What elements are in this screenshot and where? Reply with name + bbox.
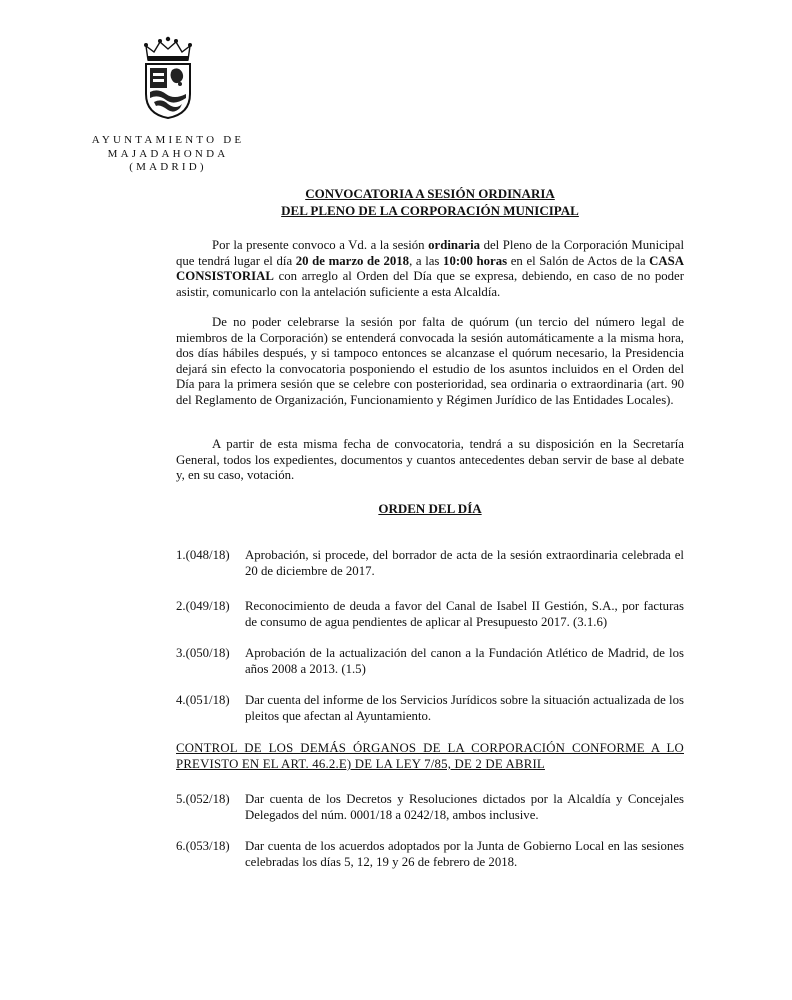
p1-text-1: Por la presente convoco a Vd. a la sesión (212, 238, 429, 252)
agenda-item (176, 791, 684, 823)
p1-text-5: con arreglo al Orden del Día que se expresa, debiendo, en caso de no poder asistir, comunicarlo con la antelación suficiente a esta Alcaldía. (176, 269, 684, 299)
agenda-item (176, 598, 684, 630)
agenda-item (176, 547, 684, 579)
control-section-heading: CONTROL DE LOS DEMÁS ÓRGANOS DE LA CORPORACIÓN CONFORME A LO PREVISTO EN EL ART. 46.2.E) DE LA LEY 7/85, DE 2 DE ABRIL (176, 741, 684, 771)
p1-bold-date: 20 de marzo de 2018 (295, 253, 410, 268)
p1-bold-session-type: ordinaria (428, 238, 481, 252)
agenda-item-number: 6.(053/18) (176, 839, 230, 853)
p1-text-4: en el Salón de Actos de la (507, 253, 650, 268)
agenda-item-text: Dar cuenta del informe de los Servicios Jurídicos sobre la situación actualizada de los pleitos que afectan al Ayuntamiento. (245, 693, 684, 723)
document-title-line-1: CONVOCATORIA A SESIÓN ORDINARIA (305, 186, 555, 201)
agenda-item-text: Reconocimiento de deuda a favor del Canal de Isabel II Gestión, S.A., por facturas de consumo de agua pendientes de aplicar al Presupuesto 2017. (3.1.6) (245, 599, 684, 629)
agenda-item-text: Aprobación, si procede, del borrador de acta de la sesión extraordinaria celebrada el 20 de diciembre de 2017. (245, 548, 684, 578)
p1-bold-venue: CASA CONSISTORIAL (176, 253, 684, 283)
p1-text-2: del Pleno de la Corporación Municipal que tendrá lugar el día (176, 238, 684, 268)
agenda-heading: ORDEN DEL DÍA (378, 501, 482, 516)
agenda-item (176, 838, 684, 870)
agenda-item-text: Dar cuenta de los Decretos y Resoluciones dictados por la Alcaldía y Concejales Delegados del núm. 0001/18 a 0242/18, ambos inclusive. (245, 792, 684, 822)
letterhead-line-madrid: (MADRID) (129, 161, 207, 173)
agenda-item (176, 645, 684, 677)
documents-availability-paragraph: A partir de esta misma fecha de convocatoria, tendrá a su disposición en la Secretaría General, todos los expedientes, documentos y cuantos antecedentes deban servir de base al debate y, en su caso, votación. (176, 437, 684, 482)
letterhead-line-majadahonda: MAJADAHONDA (107, 147, 229, 160)
p1-text-3: , a las (409, 253, 444, 268)
municipal-crest-icon (140, 36, 196, 120)
agenda-item-number: 1.(048/18) (176, 548, 230, 562)
document-title (176, 186, 684, 219)
quorum-paragraph: De no poder celebrarse la sesión por falta de quórum (un tercio del número legal de miembros de la Corporación) se entenderá convocada la sesión automáticamente a la misma hora, dos días hábiles después, y si tampoco entonces se alcanzase el quórum necesario, la Presidencia dejará sin efecto la convocatoria posponiendo el estudio de los asuntos incluidos en el Orden del Día para la primera sesión que se celebre con posterioridad, sea ordinaria o extraordinaria (art. 90 del Reglamento de Organización, Funcionamiento y Régimen Jurídico de las Entidades Locales). (176, 315, 684, 407)
agenda-item-text: Aprobación de la actualización del canon a la Fundación Atlético de Madrid, de los años 2008 a 2013. (1.5) (245, 646, 684, 676)
agenda-item (176, 692, 684, 724)
agenda-item-number: 5.(052/18) (176, 792, 230, 806)
letterhead-line-ayuntamiento: AYUNTAMIENTO DE (91, 134, 245, 146)
agenda-item-number: 3.(050/18) (176, 646, 230, 660)
document-title-line-2: DEL PLENO DE LA CORPORACIÓN MUNICIPAL (281, 202, 579, 218)
p1-bold-time: 10:00 horas (443, 253, 508, 268)
agenda-item-number: 4.(051/18) (176, 693, 230, 707)
agenda-item-number: 2.(049/18) (176, 599, 230, 613)
letterhead (80, 134, 256, 175)
agenda-item-text: Dar cuenta de los acuerdos adoptados por la Junta de Gobierno Local en las sesiones celebradas los días 5, 12, 19 y 26 de febrero de 2018. (245, 839, 684, 869)
convocation-paragraph (176, 238, 684, 300)
